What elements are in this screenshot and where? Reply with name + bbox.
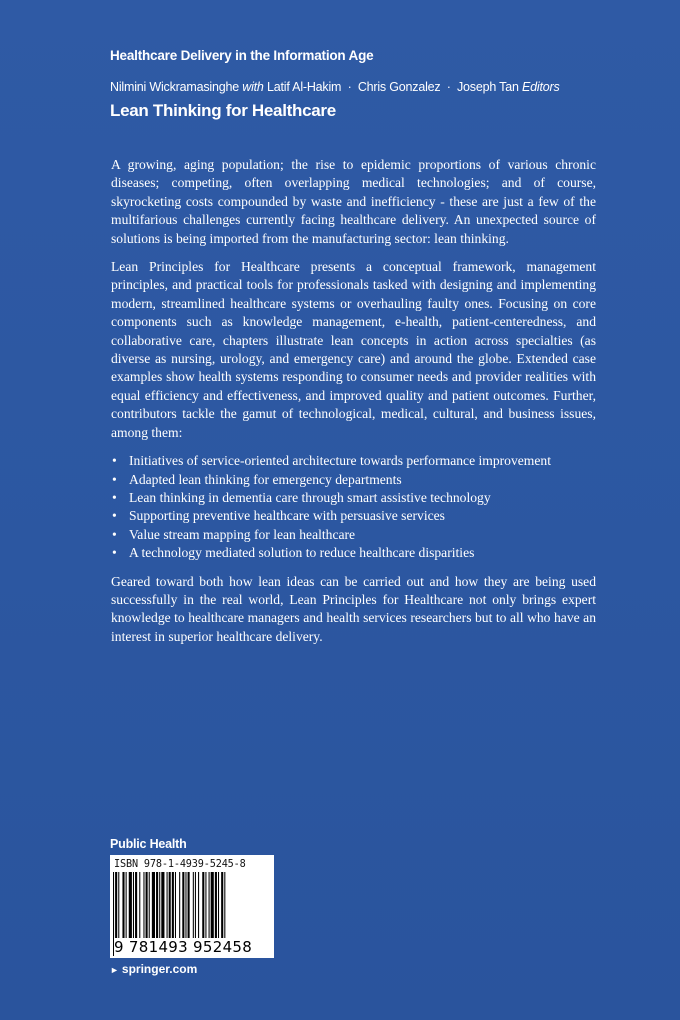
barcode-bar bbox=[149, 872, 150, 942]
editor-fourth: Joseph Tan bbox=[457, 80, 519, 94]
editors-line bbox=[110, 80, 560, 94]
topic-item bbox=[111, 507, 596, 525]
barcode-bar bbox=[182, 872, 184, 942]
topic-label: Value stream mapping for lean healthcare bbox=[129, 526, 356, 542]
topic-item bbox=[111, 471, 596, 489]
topic-item bbox=[111, 526, 596, 544]
topic-item bbox=[111, 489, 596, 507]
topic-label: Initiatives of service-oriented architecture towards performance improvement bbox=[129, 453, 551, 469]
description-paragraph-2: Lean Principles for Healthcare presents a conceptual framework, management principles, and practical tools for professionals tasked with designing and implementing modern, streamlined healthcare systems or overhauling faulty ones. Focusing on core components such as knowledge management, e-health, patient-centeredness, and collaborative care, chapters illustrate lean concepts in action across specialties (as diverse as nursing, urology, and emergency care) and around the globe. Extended case examples show health systems responding to consumer needs and provider realities with equal efficiency and effectiveness, and improved quality and patient outcomes. Further, contributors tackle the gamut of technological, medical, cultural, and business issues, among them: bbox=[111, 259, 596, 440]
barcode-bar bbox=[159, 872, 160, 942]
bullet-icon: • bbox=[112, 471, 117, 487]
barcode-bar bbox=[167, 872, 168, 942]
topic-item bbox=[111, 452, 596, 470]
barcode-bar bbox=[143, 872, 144, 942]
description-paragraph-1: A growing, aging population; the rise to epidemic proportions of various chronic diseases; competing, often overlapping medical technologies; and of course, skyrocketing costs compounded by waste and inefficiency - these are just a few of the multifarious challenges currently facing healthcare delivery. An unexpected source of solutions is being imported from the manufacturing sector: lean thinking. bbox=[111, 157, 596, 246]
barcode-bar bbox=[218, 872, 219, 942]
editor-with: with bbox=[242, 80, 264, 94]
barcode-bar bbox=[139, 872, 140, 942]
description-paragraph-3: Geared toward both how lean ideas can be carried out and how they are being used successfully in the real world, Lean Principles for Healthcare not only brings expert knowledge to healthcare managers and health services researchers but to all who have an interest in superior healthcare delivery. bbox=[111, 573, 596, 644]
barcode-bar bbox=[133, 872, 134, 942]
website-label: springer.com bbox=[121, 962, 198, 976]
barcode-bar bbox=[188, 872, 190, 942]
bullet-icon: • bbox=[112, 489, 117, 505]
barcode-bar bbox=[221, 872, 223, 942]
editors-role: Editors bbox=[522, 80, 560, 94]
editor-separator: · bbox=[446, 80, 451, 94]
barcode-bar bbox=[118, 872, 119, 942]
bullet-icon: • bbox=[112, 526, 117, 542]
topic-item bbox=[111, 544, 596, 562]
topics-list bbox=[111, 452, 596, 562]
barcode-bar bbox=[161, 872, 164, 942]
editor-third: Chris Gonzalez bbox=[357, 80, 441, 94]
series-title: Healthcare Delivery in the Information Age bbox=[110, 48, 374, 63]
topic-label: Adapted lean thinking for emergency departments bbox=[129, 471, 402, 487]
bullet-icon: • bbox=[112, 545, 117, 561]
barcode-bar bbox=[193, 872, 194, 942]
subject-category: Public Health bbox=[110, 837, 187, 851]
editor-primary: Nilmini Wickramasinghe bbox=[110, 80, 239, 94]
barcode-bar bbox=[129, 872, 132, 942]
barcode-digits: 9 781493 952458 bbox=[114, 938, 253, 956]
barcode-bar bbox=[215, 872, 217, 942]
editor-separator: · bbox=[347, 80, 352, 94]
bullet-icon: • bbox=[112, 453, 117, 469]
barcode-bar bbox=[211, 872, 214, 942]
publisher-website[interactable] bbox=[110, 962, 197, 976]
barcode-bar bbox=[152, 872, 155, 942]
bullet-icon: • bbox=[112, 508, 117, 524]
topic-label: Lean thinking in dementia care through smart assistive technology bbox=[129, 489, 491, 505]
barcode-bar bbox=[156, 872, 158, 942]
barcode-bar bbox=[146, 872, 148, 942]
barcode-bar bbox=[198, 872, 199, 942]
topic-label: Supporting preventive healthcare with persuasive services bbox=[129, 508, 445, 524]
barcode-bar bbox=[205, 872, 206, 942]
barcode-bar bbox=[202, 872, 204, 942]
isbn-label: ISBN 978-1-4939-5245-8 bbox=[114, 859, 246, 870]
book-title: Lean Thinking for Healthcare bbox=[110, 101, 336, 120]
topic-label: A technology mediated solution to reduce healthcare disparities bbox=[129, 545, 475, 561]
barcode-bar bbox=[175, 872, 176, 942]
barcode-bar bbox=[195, 872, 196, 942]
barcode-bar bbox=[179, 872, 180, 942]
barcode-bar bbox=[122, 872, 124, 942]
barcode-bar bbox=[135, 872, 137, 942]
description bbox=[111, 156, 596, 656]
barcode-bar bbox=[209, 872, 210, 942]
barcode-bar bbox=[126, 872, 127, 942]
isbn-barcode bbox=[110, 855, 274, 958]
editor-second: Latif Al-Hakim bbox=[266, 80, 342, 94]
barcode-bar bbox=[185, 872, 186, 942]
arrow-icon: ► bbox=[110, 965, 119, 975]
